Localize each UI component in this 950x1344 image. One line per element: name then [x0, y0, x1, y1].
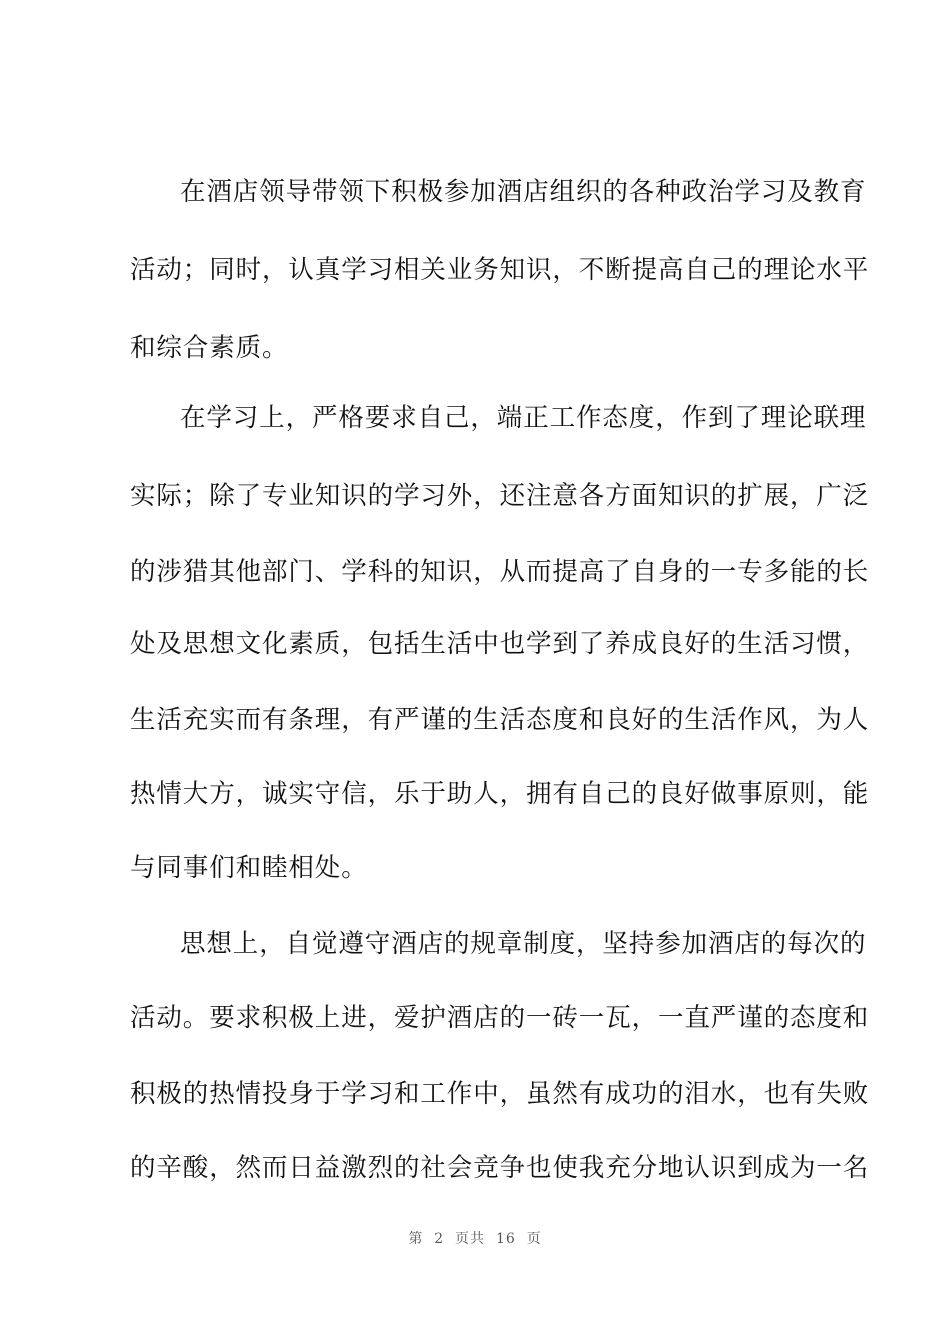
paragraph-line: 的涉猎其他部门、学科的知识，从而提高了自身的一专多能的长 [130, 557, 870, 587]
paragraph-line: 与同事们和睦相处。 [130, 853, 368, 883]
page-label-prefix: 第 [408, 1231, 424, 1247]
total-page-count: 16 [495, 1231, 516, 1247]
paragraph-line: 在学习上，严格要求自己，端正工作态度，作到了理论联理 [180, 403, 867, 433]
paragraph-line: 和综合素质。 [130, 333, 289, 363]
paragraph-line: 实际；除了专业知识的学习外，还注意各方面知识的扩展，广泛 [130, 481, 870, 511]
current-page-number: 2 [434, 1231, 445, 1247]
paragraph-line: 思想上，自觉遵守酒店的规章制度，坚持参加酒店的每次的 [180, 929, 867, 959]
paragraph-line: 活动。要求积极上进，爱护酒店的一砖一瓦，一直严谨的态度和 [130, 1003, 870, 1033]
paragraph-line: 活动；同时，认真学习相关业务知识，不断提高自己的理论水平 [130, 255, 870, 285]
page-label-suffix: 页 [526, 1231, 542, 1247]
paragraph-line: 的辛酸，然而日益激烈的社会竞争也使我充分地认识到成为一名 [130, 1153, 870, 1183]
paragraph-line: 处及思想文化素质，包括生活中也学到了养成良好的生活习惯， [130, 629, 870, 659]
paragraph-line: 积极的热情投身于学习和工作中，虽然有成功的泪水，也有失败 [130, 1079, 870, 1109]
paragraph-line: 在酒店领导带领下积极参加酒店组织的各种政治学习及教育 [180, 177, 867, 207]
paragraph-line: 生活充实而有条理，有严谨的生活态度和良好的生活作风，为人 [130, 705, 870, 735]
page-label-mid: 页共 [455, 1231, 486, 1247]
page-footer [0, 1229, 950, 1249]
paragraph-line: 热情大方，诚实守信，乐于助人，拥有自己的良好做事原则，能 [130, 779, 870, 809]
